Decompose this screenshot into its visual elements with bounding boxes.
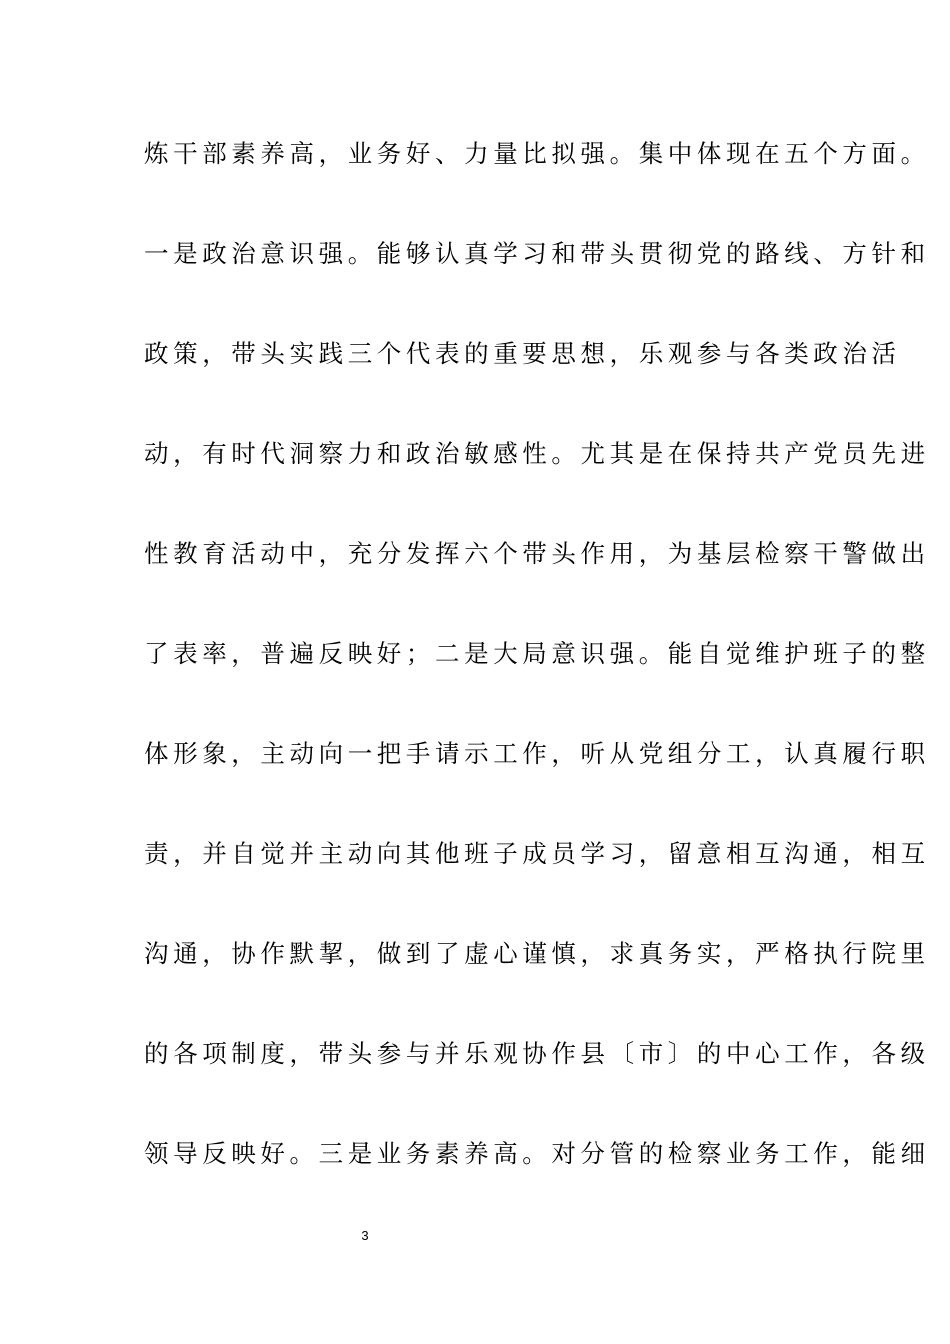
text-line: 一是政治意识强。能够认真学习和带头贯彻党的路线、方针和 xyxy=(144,239,930,268)
text-line: 责，并自觉并主动向其他班子成员学习，留意相互沟通，相互 xyxy=(144,839,930,868)
text-line: 政策，带头实践三个代表的重要思想，乐观参与各类政治活 xyxy=(144,339,901,368)
text-line: 性教育活动中，充分发挥六个带头作用，为基层检察干警做出 xyxy=(144,539,930,568)
text-line: 了表率，普遍反映好；二是大局意识强。能自觉维护班子的整 xyxy=(144,639,930,668)
text-line: 沟通，协作默挈，做到了虚心谨慎，求真务实，严格执行院里 xyxy=(144,939,930,968)
text-line: 炼干部素养高，业务好、力量比拟强。集中体现在五个方面。 xyxy=(144,139,930,168)
text-line: 的各项制度，带头参与并乐观协作县〔市〕的中心工作，各级 xyxy=(144,1039,930,1068)
text-line: 领导反映好。三是业务素养高。对分管的检察业务工作，能细 xyxy=(144,1139,930,1168)
text-line: 体形象，主动向一把手请示工作，听从党组分工，认真履行职 xyxy=(144,739,930,768)
page-number: 3 xyxy=(361,1228,369,1243)
text-line: 动，有时代洞察力和政治敏感性。尤其是在保持共产党员先进 xyxy=(144,439,930,468)
body-text xyxy=(144,131,930,1231)
